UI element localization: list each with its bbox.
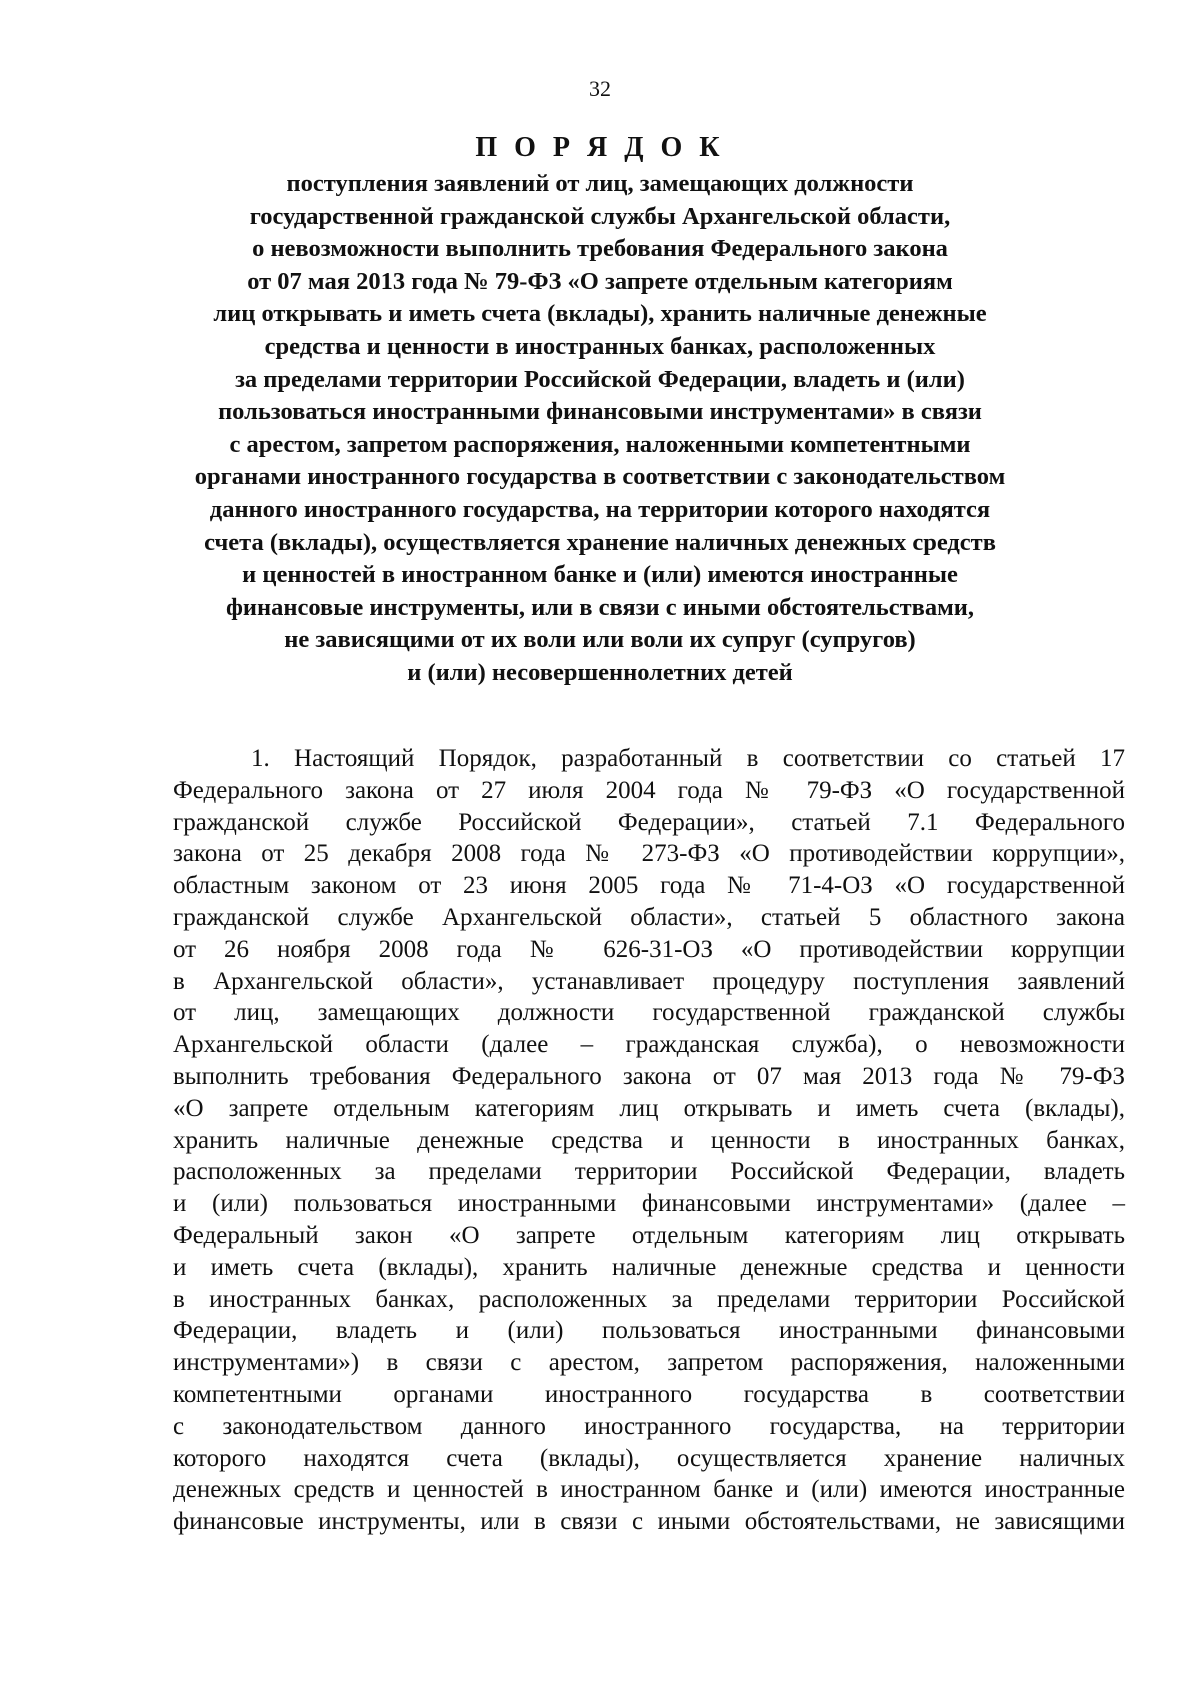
paragraph-line: гражданской службе Российской Федерации», статьей 7.1 Федерального xyxy=(173,808,1125,836)
paragraph-line: от 26 ноября 2008 года № 626-31-ОЗ «О противодействии коррупции xyxy=(173,935,1125,963)
subtitle-line: лиц открывать и иметь счета (вклады), хранить наличные денежные xyxy=(213,300,987,328)
paragraph-line: и иметь счета (вклады), хранить наличные денежные средства и ценности xyxy=(173,1253,1125,1281)
page-number: 32 xyxy=(589,76,611,101)
paragraph-line: хранить наличные денежные средства и ценности в иностранных банках, xyxy=(173,1126,1125,1154)
paragraph-line: Федерации, владеть и (или) пользоваться иностранными финансовыми xyxy=(173,1317,1125,1345)
document-heading xyxy=(120,128,1080,690)
subtitle-line: пользоваться иностранными финансовыми инструментами» в связи xyxy=(218,398,982,426)
paragraph-line: «О запрете отдельным категориям лиц открывать и иметь счета (вклады), xyxy=(173,1094,1125,1122)
paragraph-line: в иностранных банках, расположенных за пределами территории Российской xyxy=(173,1285,1125,1313)
subtitle-line: от 07 мая 2013 года № 79-ФЗ «О запрете отдельным категориям xyxy=(247,267,953,295)
paragraph-line: Архангельской области (далее – гражданская служба), о невозможности xyxy=(173,1031,1125,1059)
paragraph-line: от лиц, замещающих должности государственной гражданской службы xyxy=(173,999,1125,1027)
paragraph-line: финансовые инструменты, или в связи с иными обстоятельствами, не зависящими xyxy=(173,1508,1125,1536)
subtitle-line: государственной гражданской службы Архангельской области, xyxy=(249,202,951,230)
subtitle-line: финансовые инструменты, или в связи с иными обстоятельствами, xyxy=(225,593,975,621)
subtitle-line: не зависящими от их воли или воли их супруг (супругов) xyxy=(284,626,916,654)
paragraph-line: гражданской службе Архангельской области», статьей 5 областного закона xyxy=(173,903,1125,931)
paragraph-line: компетентными органами иностранного государства в соответствии xyxy=(173,1380,1125,1408)
subtitle-line: данного иностранного государства, на территории которого находятся xyxy=(209,495,991,523)
paragraph-line: которого находятся счета (вклады), осуществляется хранение наличных xyxy=(173,1444,1125,1472)
paragraph-line: и (или) пользоваться иностранными финансовыми инструментами» (далее – xyxy=(173,1190,1125,1218)
document-title: П О Р Я Д О К xyxy=(475,132,725,163)
paragraph-line: выполнить требования Федерального закона от 07 мая 2013 года № 79-ФЗ xyxy=(173,1062,1125,1090)
subtitle-line: с арестом, запретом распоряжения, наложенными компетентными xyxy=(229,430,971,458)
paragraph-line: Федерального закона от 27 июля 2004 года № 79-ФЗ «О государственной xyxy=(173,776,1125,804)
paragraph-line: закона от 25 декабря 2008 года № 273-ФЗ «О противодействии коррупции», xyxy=(173,840,1125,868)
paragraph-line: в Архангельской области», устанавливает процедуру поступления заявлений xyxy=(173,967,1125,995)
subtitle-line: о невозможности выполнить требования Федерального закона xyxy=(252,235,948,263)
paragraph-line: областным законом от 23 июня 2005 года № 71-4-ОЗ «О государственной xyxy=(173,872,1125,900)
paragraph-line: с законодательством данного иностранного государства, на территории xyxy=(173,1412,1125,1440)
paragraph-line: 1. Настоящий Порядок, разработанный в соответствии со статьей 17 xyxy=(251,745,1125,772)
subtitle-line: счета (вклады), осуществляется хранение наличных денежных средств xyxy=(204,528,996,556)
paragraph-line: Федеральный закон «О запрете отдельным категориям лиц открывать xyxy=(173,1221,1125,1249)
paragraph-line: денежных средств и ценностей в иностранном банке и (или) имеются иностранные xyxy=(173,1476,1125,1504)
paragraph-1 xyxy=(173,743,1125,1538)
subtitle-line: и (или) несовершеннолетних детей xyxy=(407,658,793,686)
subtitle-line: поступления заявлений от лиц, замещающих должности xyxy=(286,170,914,197)
paragraph-line: инструментами») в связи с арестом, запретом распоряжения, наложенными xyxy=(173,1349,1125,1377)
subtitle-line: и ценностей в иностранном банке и (или) имеются иностранные xyxy=(242,561,958,589)
subtitle-line: средства и ценности в иностранных банках, расположенных xyxy=(264,332,936,360)
subtitle-line: органами иностранного государства в соответствии с законодательством xyxy=(194,463,1006,491)
paragraph-line: расположенных за пределами территории Российской Федерации, владеть xyxy=(173,1158,1125,1186)
subtitle-line: за пределами территории Российской Федерации, владеть и (или) xyxy=(235,365,965,393)
